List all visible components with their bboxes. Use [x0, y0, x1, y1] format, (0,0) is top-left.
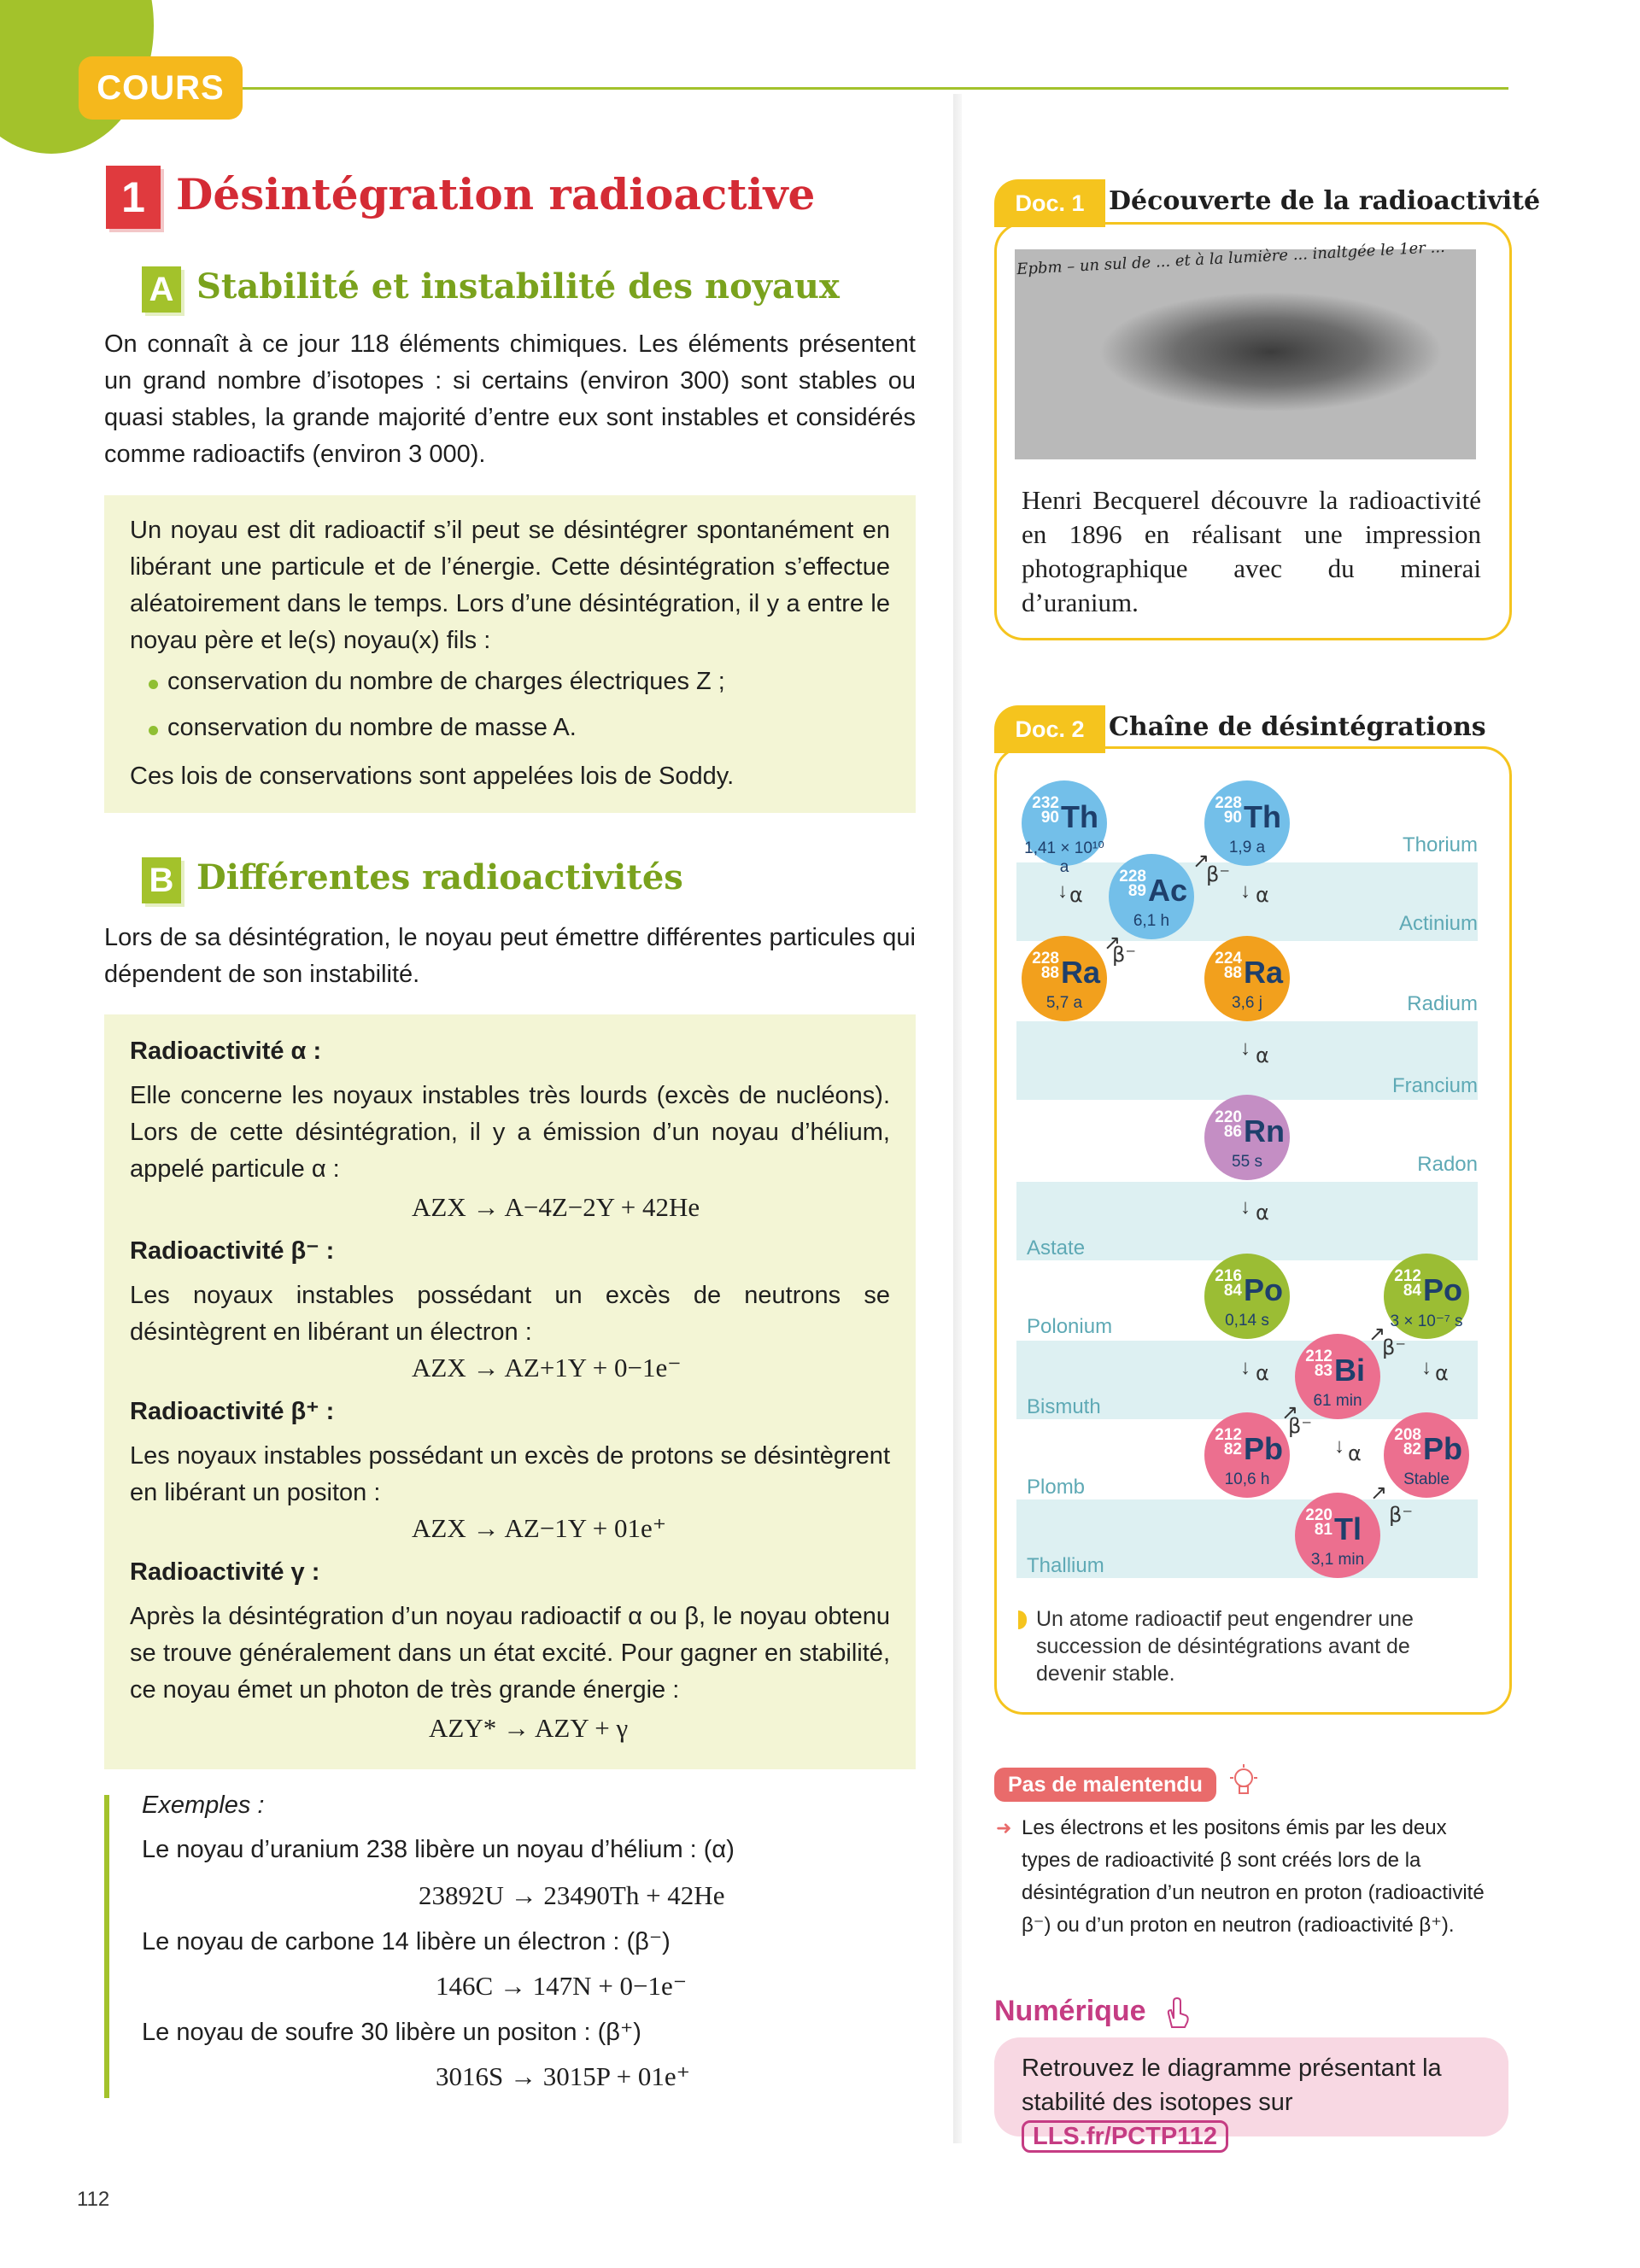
symbol: Rn: [1244, 1114, 1285, 1149]
mass-number: 220: [1215, 1108, 1242, 1126]
nuclide-th228: [1204, 780, 1290, 866]
half-life: 55 s: [1232, 1153, 1262, 1171]
examples-bar: [104, 1795, 109, 2098]
example-uranium-equation: 23892U → 23490Th + 42He: [419, 1880, 725, 1910]
alpha-label: α: [1256, 1201, 1269, 1225]
symbol: Ra: [1061, 955, 1101, 990]
atomic-number: 90: [1223, 809, 1242, 827]
arrow-up-right-icon: ↗: [1192, 850, 1210, 873]
band-astate: [1016, 1182, 1478, 1260]
atomic-number: 88: [1223, 964, 1242, 982]
half-life: 3,1 min: [1310, 1551, 1365, 1569]
section-number: 1: [106, 166, 161, 229]
arrow-down-icon: ↓: [1421, 1356, 1432, 1379]
alpha-label: α: [1069, 883, 1083, 907]
alpha-equation: AZX → A−4Z−2Y + 42He: [412, 1192, 700, 1222]
mass-number: 212: [1215, 1426, 1242, 1444]
label-radon: Radon: [1417, 1153, 1478, 1176]
beta-plus-text: Les noyaux instables possédant un excès de protons se désintègrent en libérant un positon :: [130, 1442, 890, 1506]
photo-handwriting: Epbm – un sul de ... et à la lumière ... inaltgée le 1er ...: [1016, 237, 1446, 279]
arrow-up-right-icon: ↗: [1368, 1323, 1386, 1346]
label-bismuth: Bismuth: [1027, 1395, 1101, 1418]
nuclide-pb212: [1204, 1412, 1290, 1498]
cours-badge: COURS: [79, 56, 243, 120]
arrow-down-icon: ↓: [1334, 1435, 1344, 1458]
lightbulb-icon: [1225, 1762, 1262, 1800]
symbol: Po: [1423, 1272, 1463, 1307]
example-uranium: Le noyau d’uranium 238 libère un noyau d’hélium : (α): [142, 1836, 735, 1863]
beta-label: β⁻: [1206, 862, 1230, 886]
arrow-right-icon: ➜: [996, 1817, 1012, 1838]
nuclide-pb208: [1384, 1412, 1469, 1498]
alpha-label: α: [1256, 883, 1269, 907]
alpha-heading: Radioactivité α :: [130, 1038, 322, 1065]
mass-number: 216: [1215, 1267, 1242, 1285]
nuclide-bi212: [1295, 1334, 1380, 1419]
mass-number: 224: [1215, 950, 1242, 967]
definition-box: [104, 495, 916, 813]
symbol: Ac: [1148, 873, 1188, 908]
mass-number: 212: [1305, 1347, 1332, 1365]
atomic-number: 84: [1403, 1282, 1421, 1300]
arrow-up-right-icon: ↗: [1281, 1401, 1299, 1424]
subsection-a-letter: A: [142, 266, 181, 313]
mass-number: 208: [1394, 1426, 1421, 1444]
alpha-label: α: [1256, 1361, 1269, 1385]
subsection-a-intro: On connaît à ce jour 118 éléments chimiques. Les éléments présentent un grand nombre d’isotopes : si certains (environ 300) sont stables ou quasi stables, la grande majorité d’entre eux sont instables et considérés comme radioactifs (environ 3 000).: [104, 330, 916, 468]
examples-title: Exemples :: [142, 1792, 265, 1819]
beta-minus-heading: Radioactivité β⁻ :: [130, 1237, 335, 1265]
symbol: Th: [1244, 799, 1281, 834]
atomic-number: 86: [1223, 1123, 1242, 1141]
nuclide-th232: [1022, 780, 1107, 876]
numerique-description: Retrouvez le diagramme présentant la stabilité des isotopes sur: [1022, 2055, 1442, 2116]
alpha-text: Elle concerne les noyaux instables très lourds (excès de nucléons). Lors de cette désintégration, il y a émission d’un noyau d’hélium, appelé particule α :: [130, 1082, 890, 1183]
half-life: 0,14 s: [1225, 1312, 1269, 1330]
symbol: Pb: [1244, 1431, 1284, 1466]
becquerel-photo: [1015, 249, 1476, 459]
atomic-number: 82: [1223, 1441, 1242, 1458]
beta-label: β⁻: [1288, 1414, 1312, 1438]
numerique-title: Numérique: [994, 1995, 1146, 2027]
bullet-charge: conservation du nombre de charges électriques Z ;: [167, 668, 725, 695]
example-sulfur-equation: 3016S → 3015P + 01e⁺: [436, 2061, 690, 2091]
atomic-number: 89: [1128, 882, 1146, 900]
page-number: 112: [77, 2188, 110, 2211]
mass-number: 228: [1032, 950, 1059, 967]
gamma-heading: Radioactivité γ :: [130, 1558, 320, 1586]
doc2-label: Doc. 2: [994, 705, 1105, 753]
half-life: 61 min: [1313, 1392, 1362, 1410]
label-plomb: Plomb: [1027, 1476, 1086, 1499]
label-thorium: Thorium: [1402, 833, 1478, 856]
half-life: 6,1 h: [1133, 912, 1170, 930]
arrow-down-icon: ↓: [1240, 1195, 1250, 1219]
symbol: Bi: [1334, 1353, 1365, 1388]
atomic-number: 90: [1040, 809, 1059, 827]
mass-number: 228: [1215, 794, 1242, 812]
malentendu-text: Les électrons et les positons émis par les deux types de radioactivité β sont créés lors de la désintégration d’un neutron en proton (radioactivité β⁻) ou d’un proton en neutron (radioactivité β⁺).: [1022, 1816, 1485, 1937]
symbol: Ra: [1244, 955, 1284, 990]
arrow-down-icon: ↓: [1240, 1356, 1250, 1379]
alpha-label: α: [1435, 1361, 1449, 1385]
doc2-title: Chaîne de désintégrations: [1109, 712, 1486, 742]
doc1-caption: Henri Becquerel découvre la radioactivité en 1896 en réalisant une impression photographique avec du minerai d’uranium.: [1022, 485, 1481, 617]
gamma-equation: AZY* → AZY + γ: [429, 1713, 629, 1743]
definition-text: Un noyau est dit radioactif s’il peut se désintégrer spontanément en libérant une particule et de l’énergie. Cette désintégration s’effectue aléatoirement dans le temps. Lors d’une désintégration, il y a entre le noyau père et le(s) noyau(x) fils :: [130, 517, 890, 654]
tap-hand-icon: [1157, 1993, 1194, 2031]
mass-number: 232: [1032, 794, 1059, 812]
header-line: [243, 87, 1508, 90]
radioactivity-box: [104, 1014, 916, 1769]
half-life: 3,6 j: [1232, 994, 1262, 1012]
half-life: 10,6 h: [1224, 1470, 1270, 1488]
half-life: 5,7 a: [1046, 994, 1083, 1012]
gamma-text: Après la désintégration d’un noyau radioactif α ou β, le noyau obtenu se trouve généralement dans un état excité. Pour gagner en stabilité, ce noyau émet un photon de très grande énergie :: [130, 1603, 890, 1704]
doc2-note: Un atome radioactif peut engendrer une succession de désintégrations avant de devenir stable.: [1036, 1607, 1414, 1686]
beta-plus-equation: AZX → AZ−1Y + 01e⁺: [412, 1513, 667, 1543]
beta-label: β⁻: [1112, 943, 1136, 967]
label-francium: Francium: [1391, 1074, 1478, 1097]
nuclide-po212: [1384, 1254, 1469, 1339]
nuclide-ra224: [1204, 936, 1290, 1021]
symbol: Th: [1061, 799, 1098, 834]
doc1-title: Découverte de la radioactivité: [1109, 186, 1541, 216]
half-life: 3 × 10⁻⁷ s: [1390, 1312, 1463, 1330]
label-radium: Radium: [1407, 992, 1478, 1015]
alpha-label: α: [1256, 1043, 1269, 1067]
column-divider: [953, 94, 962, 2143]
atomic-number: 82: [1403, 1441, 1421, 1458]
label-astate: Astate: [1027, 1236, 1086, 1260]
example-carbon: Le noyau de carbone 14 libère un électron : (β⁻): [142, 1928, 671, 1955]
half-life: Stable: [1403, 1470, 1450, 1488]
nuclide-ac228: [1109, 854, 1194, 939]
beta-minus-equation: AZX → AZ+1Y + 0−1e⁻: [412, 1353, 682, 1382]
example-carbon-equation: 146C → 147N + 0−1e⁻: [436, 1971, 688, 2001]
symbol: Pb: [1423, 1431, 1463, 1466]
atomic-number: 83: [1314, 1362, 1332, 1380]
section-title: Désintégration radioactive: [176, 169, 816, 219]
nuclide-po216: [1204, 1254, 1290, 1339]
numerique-text: [1022, 2051, 1500, 2154]
mass-number: 220: [1305, 1506, 1332, 1524]
beta-label: β⁻: [1382, 1336, 1406, 1359]
label-thallium: Thallium: [1027, 1554, 1104, 1577]
beta-label: β⁻: [1389, 1503, 1413, 1527]
symbol: Po: [1244, 1272, 1284, 1307]
arrow-down-icon: ↓: [1240, 880, 1250, 903]
symbol: Tl: [1334, 1511, 1362, 1546]
label-actinium: Actinium: [1398, 912, 1478, 935]
half-life: 1,9 a: [1228, 839, 1266, 856]
doc1-label: Doc. 1: [994, 179, 1105, 227]
malentendu-badge: Pas de malentendu: [994, 1768, 1216, 1802]
bullet-mass: conservation du nombre de masse A.: [167, 714, 577, 741]
mass-number: 212: [1394, 1267, 1421, 1285]
soddy-text: Ces lois de conservations sont appelées lois de Soddy.: [130, 763, 735, 790]
mass-number: 228: [1119, 868, 1146, 886]
label-polonium: Polonium: [1027, 1315, 1113, 1338]
beta-minus-text: Les noyaux instables possédant un excès de neutrons se désintègrent en libérant un électron :: [130, 1282, 890, 1346]
nuclide-rn220: [1204, 1095, 1290, 1180]
subsection-b-letter: B: [142, 857, 181, 903]
example-sulfur: Le noyau de soufre 30 libère un positon : (β⁺): [142, 2019, 641, 2046]
alpha-label: α: [1348, 1441, 1362, 1465]
subsection-b-intro: Lors de sa désintégration, le noyau peut émettre différentes particules qui dépendent de son instabilité.: [104, 924, 916, 988]
beta-plus-heading: Radioactivité β⁺ :: [130, 1398, 335, 1425]
atomic-number: 81: [1314, 1521, 1332, 1539]
numerique-link[interactable]: LLS.fr/PCTP112: [1022, 2120, 1228, 2153]
atomic-number: 88: [1040, 964, 1059, 982]
nuclide-tl220: [1295, 1493, 1380, 1578]
atomic-number: 84: [1223, 1282, 1242, 1300]
arrow-up-right-icon: ↗: [1370, 1482, 1388, 1505]
arrow-up-right-icon: ↗: [1104, 932, 1122, 955]
half-life: 1,41 × 10¹⁰ a: [1024, 839, 1104, 876]
arrow-down-icon: ↓: [1240, 1037, 1250, 1060]
subsection-a-title: Stabilité et instabilité des noyaux: [196, 266, 840, 307]
nuclide-ra228: [1022, 936, 1107, 1021]
subsection-b-title: Différentes radioactivités: [196, 857, 683, 897]
arrow-down-icon: ↓: [1057, 880, 1068, 903]
